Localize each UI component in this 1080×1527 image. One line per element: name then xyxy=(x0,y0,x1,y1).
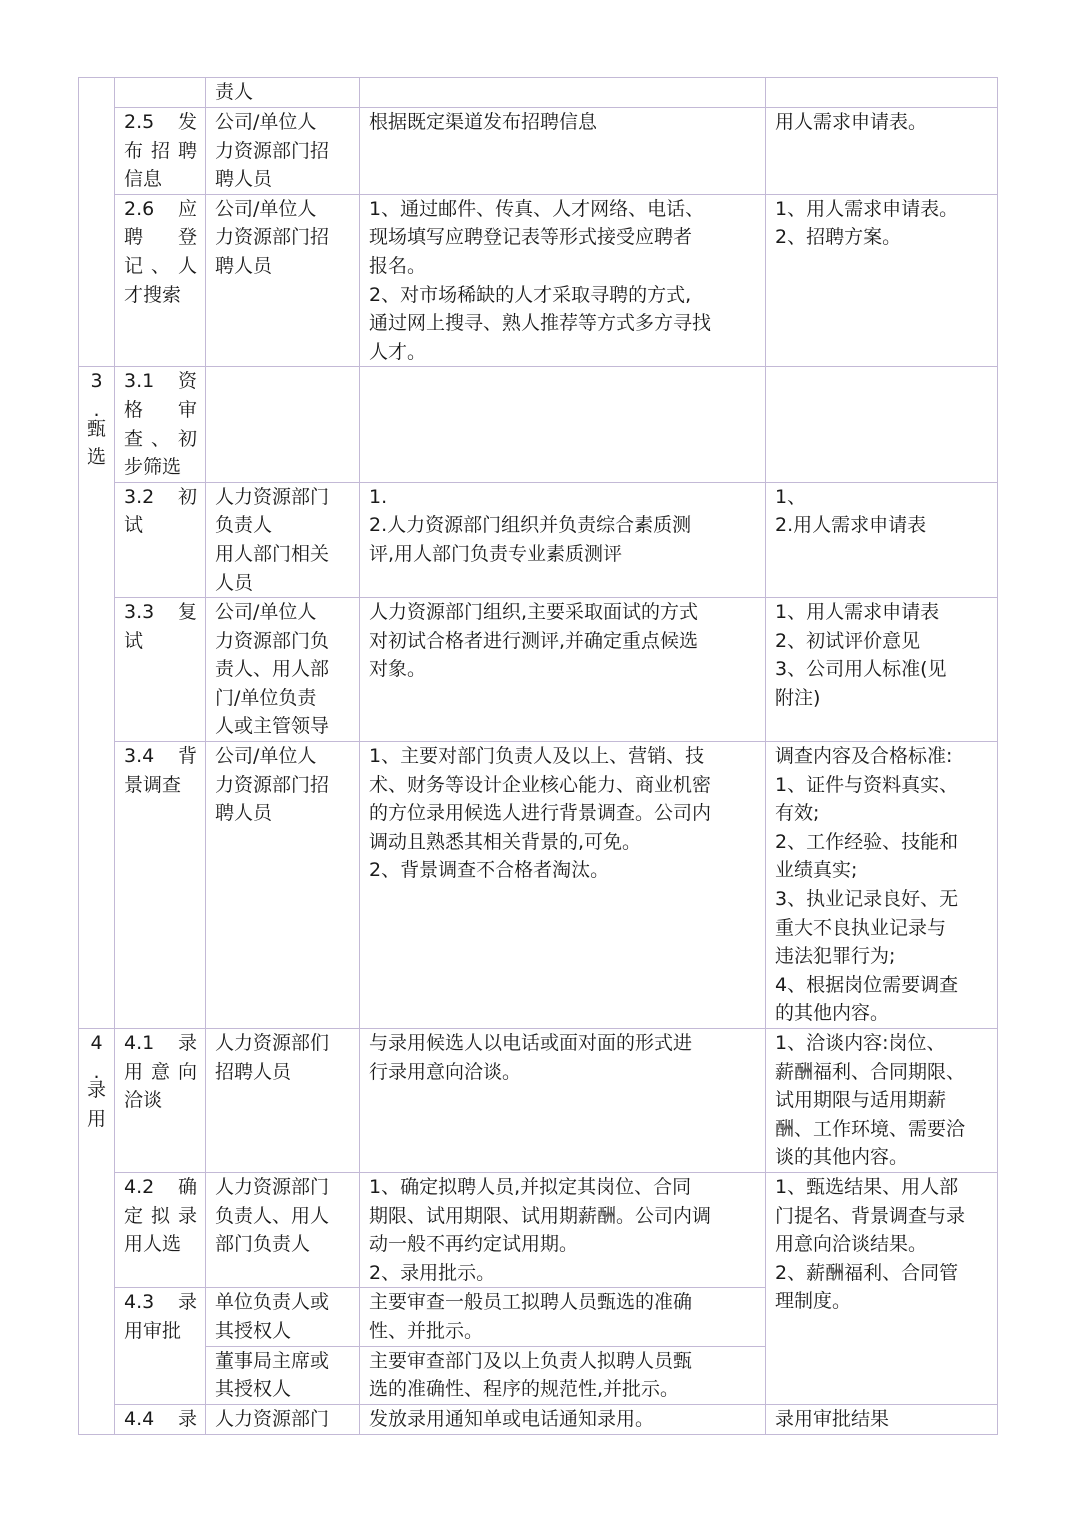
step-cell xyxy=(115,1288,206,1404)
cell-text: 违法犯罪行为; xyxy=(775,945,896,968)
cell-text: 聘人员 xyxy=(215,254,273,277)
content-cell xyxy=(360,194,766,367)
cell-text: 人力资源部门 xyxy=(215,1407,330,1430)
cell-text: 人才。 xyxy=(369,340,427,363)
person-cell xyxy=(206,194,360,367)
cell-text: 用人选 xyxy=(124,1233,182,1256)
cell-text: 用审批 xyxy=(124,1319,182,1342)
step-cell xyxy=(115,108,206,195)
cell-text: 谈的其他内容。 xyxy=(775,1146,909,1169)
person-cell xyxy=(206,1346,360,1404)
cell-text: 的方位录用候选人进行背景调查。公司内 xyxy=(369,802,712,825)
cell-text: 2、初试评价意见 xyxy=(775,629,921,652)
cell-text: 调动且熟悉其相关背景的,可免。 xyxy=(369,830,642,853)
person-cell xyxy=(206,78,360,108)
content-cell xyxy=(360,742,766,1029)
cell-text: 负责人 xyxy=(215,514,273,537)
person-cell xyxy=(206,742,360,1029)
content-cell xyxy=(360,1288,766,1346)
cell-text: 2、对市场稀缺的人才采取寻聘的方式, xyxy=(369,283,692,306)
cell-text: 试 xyxy=(124,629,144,652)
cell-text: 试用期限与适用期薪 xyxy=(775,1089,947,1112)
cell-text: 4.3 录 xyxy=(124,1291,197,1314)
cell-text: 力资源部门招 xyxy=(215,226,330,249)
table-row xyxy=(79,1172,998,1287)
cell-text: 公司/单位人 xyxy=(215,197,317,220)
cell-text: 2.人力资源部门组织并负责综合素质测 xyxy=(369,514,692,537)
cell-text: 调查内容及合格标准: xyxy=(775,745,953,768)
cell-text: 2、招聘方案。 xyxy=(775,226,902,249)
cell-text: 4.1 录 xyxy=(124,1032,197,1054)
cell-text: 业绩真实; xyxy=(775,859,858,882)
cell-text: 责人、用人部 xyxy=(215,658,330,681)
step-cell xyxy=(115,598,206,742)
cell-text: 人力资源部们 xyxy=(215,1032,330,1054)
cell-text: 公司/单位人 xyxy=(215,601,317,624)
cell-text: 录用审批结果 xyxy=(775,1407,890,1430)
content-cell xyxy=(360,1404,766,1434)
material-cell xyxy=(766,1029,998,1173)
cell-text: 报名。 xyxy=(369,254,427,277)
content-cell xyxy=(360,1029,766,1173)
content-cell xyxy=(360,598,766,742)
cell-text: 步筛选 xyxy=(124,456,182,479)
cell-text: 人力资源部门组织,主要采取面试的方式 xyxy=(369,601,699,624)
recruitment-process-table xyxy=(78,77,998,1435)
cell-text: 力资源部门招 xyxy=(215,773,330,796)
cell-text: 记、人 xyxy=(124,254,197,277)
table-row xyxy=(79,598,998,742)
cell-text: 录 xyxy=(86,1079,106,1102)
content-cell xyxy=(360,1346,766,1404)
person-cell xyxy=(206,108,360,195)
table-row xyxy=(79,1404,998,1434)
cell-text: 发放录用通知单或电话通知录用。 xyxy=(369,1407,655,1430)
step-cell xyxy=(115,367,206,482)
cell-text: 招聘人员 xyxy=(215,1060,292,1083)
cell-text: 1、用人需求申请表。 xyxy=(775,197,959,220)
table-row xyxy=(79,194,998,367)
cell-text: 3.1 资 xyxy=(124,370,197,393)
step-cell xyxy=(115,78,206,108)
cell-text: 有效; xyxy=(775,802,820,825)
content-cell xyxy=(360,78,766,108)
material-cell xyxy=(766,1404,998,1434)
material-cell xyxy=(766,108,998,195)
cell-text: 1、确定拟聘人员,并拟定其岗位、合同 xyxy=(369,1175,692,1198)
cell-text: 景调查 xyxy=(124,773,182,796)
cell-text: 洽谈 xyxy=(124,1089,163,1112)
cell-text: 2、工作经验、技能和 xyxy=(775,830,959,853)
cell-text: 格 审 xyxy=(124,398,197,421)
cell-text: 4 xyxy=(90,1032,103,1054)
cell-text: 试 xyxy=(124,514,144,537)
step-cell xyxy=(115,194,206,367)
material-cell xyxy=(766,598,998,742)
step-cell xyxy=(115,742,206,1029)
phase-2-cell xyxy=(79,78,115,367)
cell-text: 人力资源部门 xyxy=(215,485,330,508)
cell-text: 理制度。 xyxy=(775,1290,852,1313)
material-cell xyxy=(766,742,998,1029)
cell-text: 1、 xyxy=(775,485,807,508)
cell-text: 3 xyxy=(90,370,103,393)
person-cell xyxy=(206,598,360,742)
cell-text: 3.2 初 xyxy=(124,485,197,508)
step-cell xyxy=(115,1172,206,1287)
cell-text: 单位负责人或 xyxy=(215,1291,330,1314)
cell-text: 2、薪酬福利、合同管 xyxy=(775,1261,959,1284)
cell-text: 信息 xyxy=(124,168,163,191)
person-cell xyxy=(206,1172,360,1287)
cell-text: 用意向 xyxy=(124,1060,197,1083)
cell-text: 人员 xyxy=(215,571,254,594)
cell-text: 4.4 录 xyxy=(124,1407,197,1430)
material-cell xyxy=(766,194,998,367)
cell-text: 布招聘 xyxy=(124,139,197,162)
cell-text: 薪酬福利、合同期限、 xyxy=(775,1060,966,1083)
cell-text: 3、执业记录良好、无 xyxy=(775,888,959,911)
cell-text: 3.3 复 xyxy=(124,601,197,624)
cell-text: 用人部门相关 xyxy=(215,542,330,565)
table-row xyxy=(79,1029,998,1173)
person-cell xyxy=(206,1029,360,1173)
person-cell xyxy=(206,367,360,482)
table-row xyxy=(79,482,998,597)
cell-text: 甄 xyxy=(86,417,106,440)
cell-text: 门/单位负责 xyxy=(215,686,317,709)
cell-text: 1、用人需求申请表 xyxy=(775,601,940,624)
cell-text: 主要审查部门及以上负责人拟聘人员甄 xyxy=(369,1349,693,1372)
cell-text: 公司/单位人 xyxy=(215,745,317,768)
cell-text: 期限、试用期限、试用期薪酬。公司内调 xyxy=(369,1204,712,1227)
cell-text: 3.4 背 xyxy=(124,745,197,768)
step-cell xyxy=(115,482,206,597)
cell-text: 聘人员 xyxy=(215,168,273,191)
cell-text: 1、洽谈内容:岗位、 xyxy=(775,1032,946,1054)
cell-text: 2、背景调查不合格者淘汰。 xyxy=(369,859,610,882)
cell-text: 动一般不再约定试用期。 xyxy=(369,1233,579,1256)
cell-text: 的其他内容。 xyxy=(775,1002,890,1025)
cell-text: 定拟录 xyxy=(124,1204,197,1227)
cell-text: 4、根据岗位需要调查 xyxy=(775,973,959,996)
cell-text: 选的准确性、程序的规范性,并批示。 xyxy=(369,1378,680,1401)
cell-text: 对初试合格者进行测评,并确定重点候选 xyxy=(369,629,699,652)
step-cell xyxy=(115,1404,206,1434)
cell-text: 查、初 xyxy=(124,427,197,450)
cell-text: 2.用人需求申请表 xyxy=(775,514,927,537)
cell-text: 2.5 发 xyxy=(124,111,197,133)
cell-text: 评,用人部门负责专业素质测评 xyxy=(369,542,623,565)
material-cell xyxy=(766,367,998,482)
cell-text: 选 xyxy=(86,446,106,469)
cell-text: 性、并批示。 xyxy=(369,1319,484,1342)
cell-text: . xyxy=(93,398,100,421)
cell-text: 2、录用批示。 xyxy=(369,1261,496,1284)
step-cell xyxy=(115,1029,206,1173)
cell-text: 2.6 应 xyxy=(124,197,197,220)
cell-text: 1. xyxy=(369,485,388,508)
cell-text: . xyxy=(93,1060,100,1083)
cell-text: 通过网上搜寻、熟人推荐等方式多方寻找 xyxy=(369,312,712,335)
phase-4-cell xyxy=(79,1029,115,1435)
cell-text: 术、财务等设计企业核心能力、商业机密 xyxy=(369,773,712,796)
cell-text: 责人 xyxy=(215,81,254,103)
cell-text: 负责人、用人 xyxy=(215,1204,330,1227)
cell-text: 门提名、背景调查与录 xyxy=(775,1204,966,1227)
cell-text: 部门负责人 xyxy=(215,1233,311,1256)
cell-text: 行录用意向洽谈。 xyxy=(369,1060,522,1083)
cell-text: 重大不良执业记录与 xyxy=(775,916,947,939)
content-cell xyxy=(360,482,766,597)
cell-text: 人或主管领导 xyxy=(215,715,330,738)
table-row xyxy=(79,108,998,195)
person-cell xyxy=(206,1404,360,1434)
cell-text: 对象。 xyxy=(369,658,427,681)
phase-3-cell xyxy=(79,367,115,1029)
cell-text: 聘人员 xyxy=(215,802,273,825)
material-cell xyxy=(766,78,998,108)
cell-text: 聘 登 xyxy=(124,226,197,249)
cell-text: 1、证件与资料真实、 xyxy=(775,773,959,796)
content-cell xyxy=(360,1172,766,1287)
cell-text: 用意向洽谈结果。 xyxy=(775,1233,928,1256)
cell-text: 董事局主席或 xyxy=(215,1349,330,1372)
content-cell xyxy=(360,108,766,195)
person-cell xyxy=(206,1288,360,1346)
table-row xyxy=(79,742,998,1029)
cell-text: 附注) xyxy=(775,686,821,709)
cell-text: 用人需求申请表。 xyxy=(775,111,928,133)
cell-text: 1、主要对部门负责人及以上、营销、技 xyxy=(369,745,705,768)
cell-text: 公司/单位人 xyxy=(215,111,317,133)
cell-text: 与录用候选人以电话或面对面的形式进 xyxy=(369,1032,693,1054)
cell-text: 其授权人 xyxy=(215,1319,292,1342)
cell-text: 4.2 确 xyxy=(124,1175,197,1198)
cell-text: 1、通过邮件、传真、人才网络、电话、 xyxy=(369,197,705,220)
material-cell xyxy=(766,482,998,597)
cell-text: 力资源部门招 xyxy=(215,139,330,162)
material-cell xyxy=(766,1172,998,1404)
cell-text: 酬、工作环境、需要洽 xyxy=(775,1117,966,1140)
cell-text: 主要审查一般员工拟聘人员甄选的准确 xyxy=(369,1291,693,1314)
cell-text: 力资源部门负 xyxy=(215,629,330,652)
cell-text: 才搜索 xyxy=(124,283,182,306)
content-cell xyxy=(360,367,766,482)
table-row xyxy=(79,78,998,108)
cell-text: 现场填写应聘登记表等形式接受应聘者 xyxy=(369,226,693,249)
cell-text: 其授权人 xyxy=(215,1378,292,1401)
cell-text: 用 xyxy=(86,1107,106,1130)
person-cell xyxy=(206,482,360,597)
cell-text: 根据既定渠道发布招聘信息 xyxy=(369,111,598,133)
cell-text: 人力资源部门 xyxy=(215,1175,330,1198)
cell-text: 1、甄选结果、用人部 xyxy=(775,1175,959,1198)
table-row xyxy=(79,367,998,482)
cell-text: 3、公司用人标准(见 xyxy=(775,658,947,681)
